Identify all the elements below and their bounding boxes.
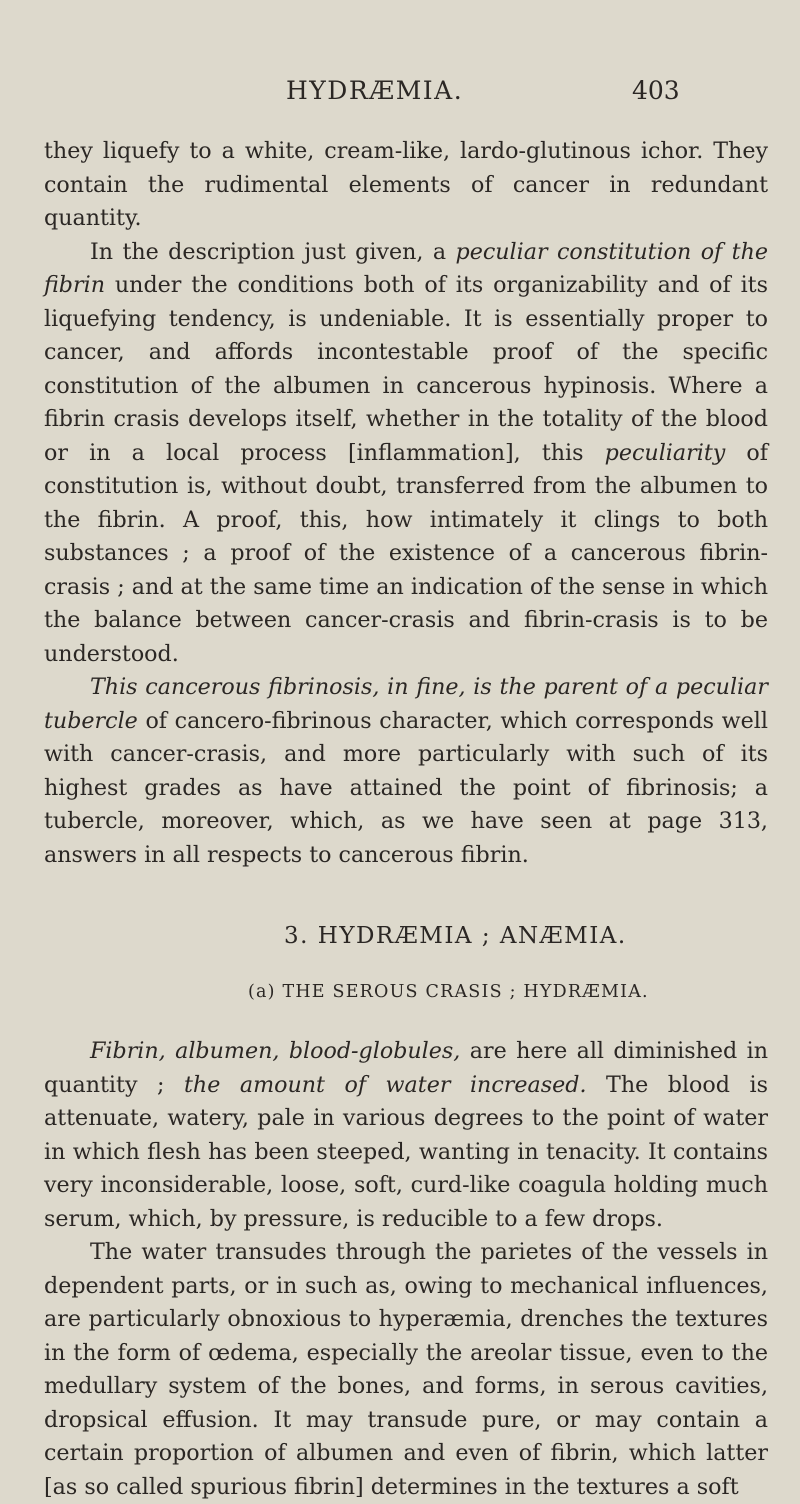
page-body xyxy=(44,135,768,1504)
text-run: are here all diminished in quantity ; xyxy=(44,1038,768,1098)
paragraph-2 xyxy=(44,236,768,672)
italic-run: the amount of water increased. xyxy=(183,1071,587,1098)
running-title: HYDRÆMIA. xyxy=(286,76,464,105)
paragraph-1: they liquefy to a white, cream-like, lardo-glutinous ichor. They contain the rudimental elements of cancer in redundant quantity. xyxy=(44,138,768,231)
paragraph-3 xyxy=(44,671,768,872)
page-number: 403 xyxy=(632,76,680,105)
text-run: of cancero-fibrinous character, which corresponds well with cancer-crasis, and more particularly with such of its highest grades as have attained the point of fibrinosis; a tubercle, moreover, which, as we have seen at page 313, answers in all respects to cancerous fibrin. xyxy=(44,707,768,868)
text-run: of constitution is, without doubt, transferred from the albumen to the fibrin. A proof, this, how intimately it clings to both substances ; a proof of the existence of a cancerous fibrin-crasis ; and at the same time an indication of the sense in which the balance between cancer-crasis and fibrin-crasis is to be understood. xyxy=(44,439,768,667)
italic-run: This cancerous fibrinosis, in fine, is the parent of a peculiar tubercle xyxy=(44,674,768,734)
italic-run: peculiarity xyxy=(604,439,726,466)
paragraph-4 xyxy=(44,1035,768,1236)
section-heading: 3. HYDRÆMIA ; ANÆMIA. xyxy=(284,923,627,949)
page-header xyxy=(0,76,800,112)
italic-run: Fibrin, albumen, blood-globules, xyxy=(90,1038,461,1064)
paragraph-5: The water transudes through the parietes of the vessels in dependent parts, or in such as, owing to mechanical influences, are particularly obnoxious to hyperæmia, drenches the textures in the form of œdema, especially the areolar tissue, even to the medullary system of the bones, and forms, in serous cavities, dropsical effusion. It may transude pure, or may contain a certain proportion of albumen and even of fibrin, which latter [as so called spurious fibrin] determines in the textures a soft xyxy=(44,1239,768,1500)
sub-heading: (a) THE SEROUS CRASIS ; HYDRÆMIA. xyxy=(248,981,649,1002)
text-run: The blood is attenuate, watery, pale in various degrees to the point of water in which flesh has been steeped, wanting in tenacity. It contains very inconsiderable, loose, soft, curd-like coagula holding much serum, which, by pressure, is reducible to a few drops. xyxy=(44,1071,768,1232)
text-run: In the description just given, a xyxy=(90,238,447,265)
italic-run: peculiar constitution of the fibrin xyxy=(44,238,769,298)
text-run: under the conditions both of its organizability and of its liquefying tendency, is undeniable. It is essentially proper to cancer, and affords incontestable proof of the specific constitution of the albumen in cancerous hypinosis. Where a fibrin crasis develops itself, whether in the totality of the blood or in a local process [inflammation], this xyxy=(44,272,768,466)
